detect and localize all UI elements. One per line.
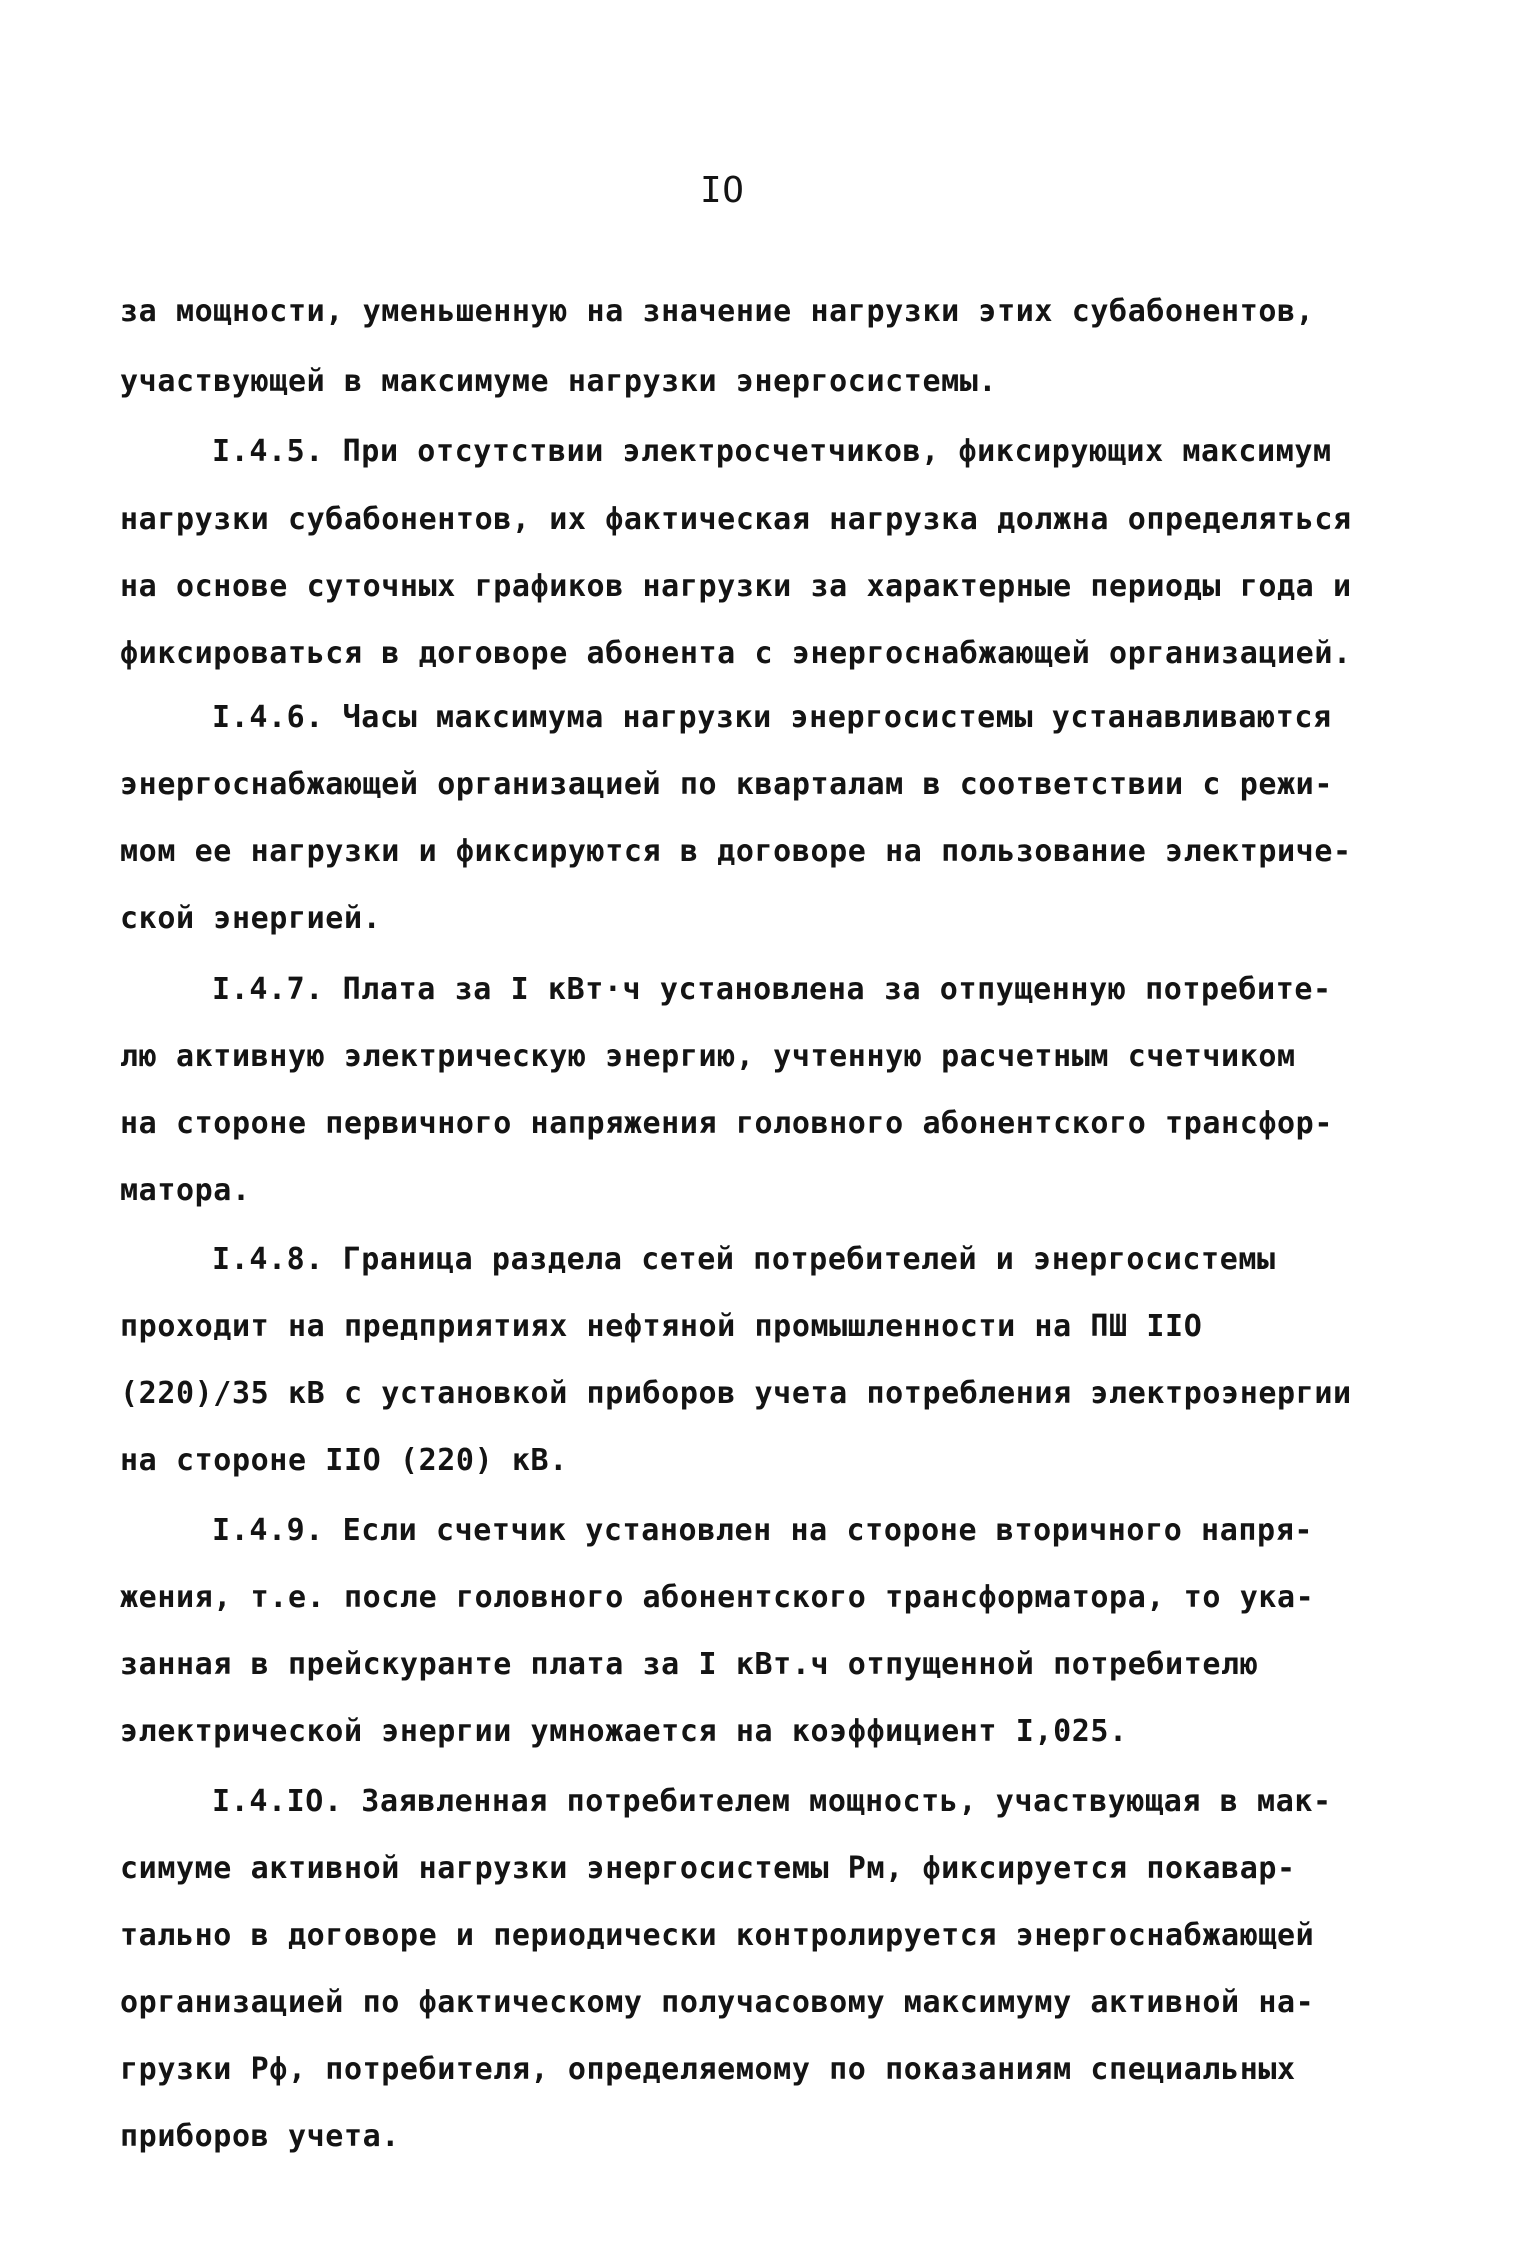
text-line: жения, т.е. после головного абонентского трансформатора, то ука- [120,1580,1315,1615]
text-line: ской энергией. [120,901,382,936]
text-line: матора. [120,1173,251,1208]
text-line: организацией по фактическому получасовому максимуму активной на- [120,1985,1315,2020]
text-line: I.4.9. Если счетчик установлен на стороне вторичного напря- [212,1513,1314,1548]
text-line: проходит на предприятиях нефтяной промышленности на ПШ IIO [120,1309,1203,1344]
text-line: нагрузки субабонентов, их фактическая нагрузка должна определяться [120,502,1352,537]
text-line: фиксироваться в договоре абонента с энергоснабжающей организацией. [120,636,1352,671]
text-line: приборов учета. [120,2119,400,2154]
text-line: на основе суточных графиков нагрузки за характерные периоды года и [120,569,1352,604]
text-line: лю активную электрическую энергию, учтенную расчетным счетчиком [120,1039,1296,1074]
text-line: на стороне IIO (220) кВ. [120,1443,568,1478]
text-line: I.4.5. При отсутствии электросчетчиков, фиксирующих максимум [212,434,1332,469]
text-line: симуме активной нагрузки энергосистемы Pм, фиксируется покавар- [120,1851,1296,1886]
text-line: за мощности, уменьшенную на значение нагрузки этих субабонентов, [120,294,1315,329]
page-number: IO [700,170,745,211]
text-line: I.4.8. Граница раздела сетей потребителей и энергосистемы [212,1242,1276,1277]
text-line: тально в договоре и периодически контролируется энергоснабжающей [120,1918,1315,1953]
text-line: грузки Pф, потребителя, определяемому по показаниям специальных [120,2052,1296,2087]
text-line: занная в прейскуранте плата за I кВт.ч отпущенной потребителю [120,1647,1259,1682]
text-line: I.4.6. Часы максимума нагрузки энергосистемы устанавливаются [212,700,1332,735]
text-line: энергоснабжающей организацией по кварталам в соответствии с режи- [120,767,1333,802]
text-line: электрической энергии умножается на коэффициент I,025. [120,1714,1128,1749]
text-line: участвующей в максимуме нагрузки энергосистемы. [120,364,998,399]
text-line: на стороне первичного напряжения головного абонентского трансфор- [120,1106,1333,1141]
text-line: I.4.7. Плата за I кВт·ч установлена за отпущенную потребите- [212,972,1332,1007]
text-line: мом ее нагрузки и фиксируются в договоре на пользование электриче- [120,834,1352,869]
text-line: I.4.IO. Заявленная потребителем мощность, участвующая в мак- [212,1784,1332,1819]
text-line: (220)/35 кВ с установкой приборов учета потребления электроэнергии [120,1376,1352,1411]
